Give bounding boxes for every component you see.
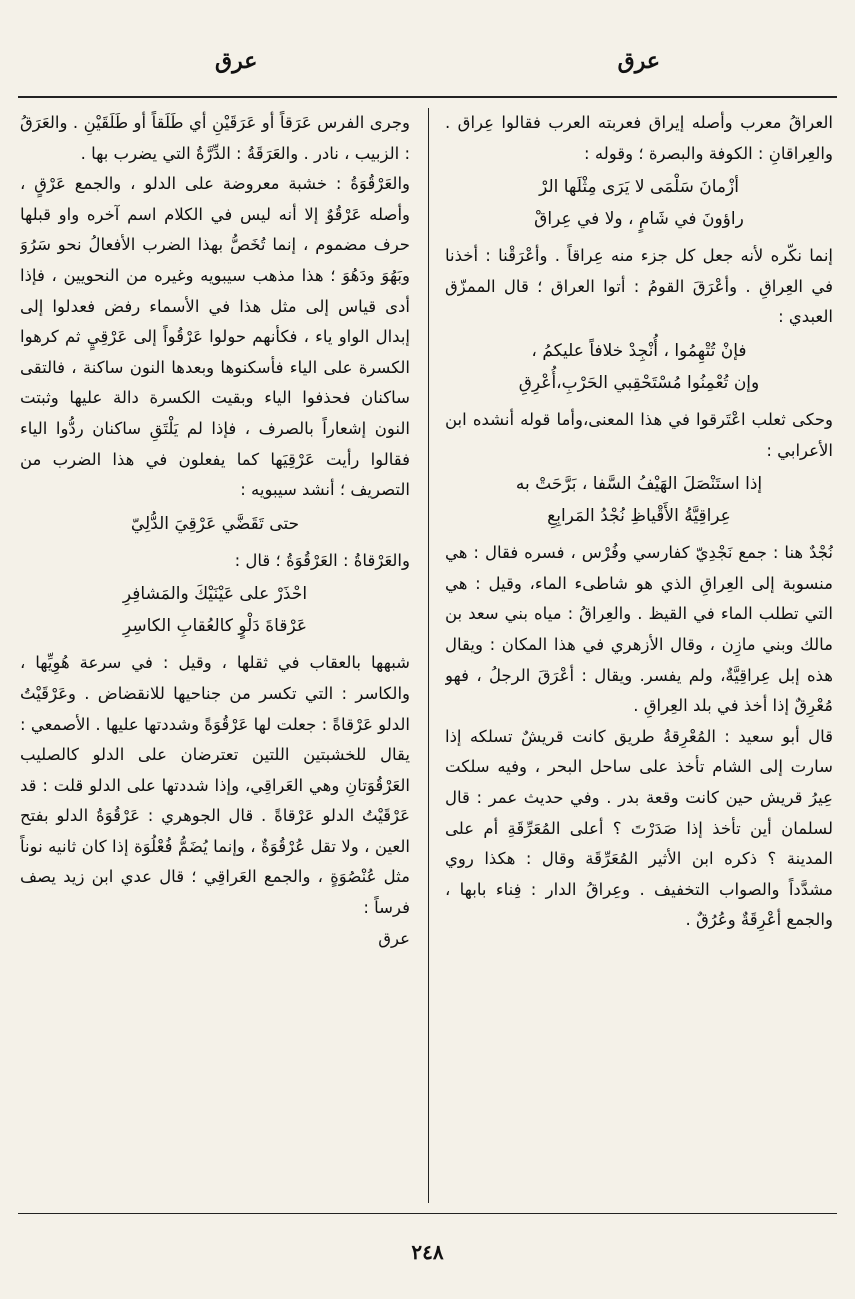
left-paragraph-3: والعَرْقاةُ : العَرْقُوَةُ ؛ قال : bbox=[234, 550, 410, 570]
column-divider bbox=[428, 108, 429, 1203]
left-paragraph-2: والعَرْقُوَةُ : خشبة معروضة على الدلو ، والجمع عَرْقٍ ، وأصله عَرْقُوٌ إلا أنه ليس في الكلام اسم آخره واو قبلها حرف مضموم ، إنما تُخَصُّ بهذا الضرب الأفعالُ نحو سَرُوَ وبَهُوَ ودَهُوَ ؛ هذا مذهب سيبويه وغيره من النحويين ، فإذا أدى قياس إلى مثل هذا في الأسماء رفض فعدلوا إلى إبدال الواو ياء ، فكأنهم حولوا عَرْقُواً إلى عَرْقِيٍ ثم كرهوا الكسرة على الياء فأسكنوها وبعدها النون ساكنة ، فالتقى ساكنان فحذفوا الياء وبقيت الكسرة دالة عليها وثبتت النون إشعاراً بالصرف ، فإذا لم يَلْتَقِ ساكنان ردُّوا الياء فقالوا رأيت عَرْقِيَها كما يفعلون في هذا الضرب من التصريف ؛ أنشد سيبويه : bbox=[20, 174, 410, 500]
verse-line: وإن تُعْمِنُوا مُسْتَحْقِبي الحَرْبِ،أُعْرِقِ bbox=[518, 372, 760, 393]
right-verse-3 bbox=[445, 468, 833, 532]
right-paragraph-2: إنما نكّره لأنه جعل كل جزء منه عِراقاً . وأعْرَقْنا : أخذنا في العِراقِ . وأعْرَقَ القومُ : أتوا العراق ؛ قال الممزّق العبدي : bbox=[445, 246, 833, 327]
bottom-rule bbox=[18, 1213, 837, 1214]
verse-line: احْذَرْ على عَيْنَيْكَ والمَشافِرِ bbox=[122, 584, 308, 605]
right-column bbox=[445, 108, 833, 1208]
right-verse-2 bbox=[445, 335, 833, 399]
right-verse-1 bbox=[445, 171, 833, 235]
left-verse-2 bbox=[20, 578, 410, 642]
verse-line: إذا استَنْصَلَ الهَيْفُ السَّفا ، بَرَّحَتْ به bbox=[515, 474, 763, 495]
verse-line: راؤونَ في شَامٍ ، ولا في عِراقْ bbox=[534, 209, 744, 230]
verse-line: عِراقِيَّةُ الأَقْياظِ نُجْدُ المَرابِعِ bbox=[547, 506, 731, 527]
left-paragraph-1: وجرى الفرس عَرَقاً أو عَرَقَيْنِ أي طَلَقاً أو طَلَقَيْنِ . والعَرَقُ : الزبيب ، نادر . والعَرَقَةُ : الدِّرَّةُ التي يضرب بها . bbox=[20, 113, 410, 163]
left-column bbox=[20, 108, 410, 1208]
page-number: ٢٤٨ bbox=[411, 1240, 444, 1264]
right-paragraph-3: وحكى ثعلب اعْتَرقوا في هذا المعنى،وأما قوله أنشده ابن الأعرابي : bbox=[445, 409, 833, 460]
verse-line: عَرْقاةَ دَلْوٍ كالعُقابِ الكاسِرِ bbox=[122, 616, 307, 637]
left-verse-1 bbox=[20, 508, 410, 540]
left-paragraph-5: عرق bbox=[378, 928, 410, 948]
right-paragraph-1: العراقُ معرب وأصله إيراق فعربته العرب فقالوا عِراق . والعِراقانِ : الكوفة والبصرة ؛ وقوله : bbox=[445, 113, 833, 163]
header-entry-word-left: عرق bbox=[215, 48, 258, 74]
verse-line: فإنْ تُتْهِمُوا ، أُنْجِدْ خلافاً عليكمُ ، bbox=[531, 340, 747, 361]
top-rule bbox=[18, 96, 837, 98]
right-paragraph-4: نُجْدٌ هنا : جمع نَجْدِيّ كفارسي وفُرْس ، فسره فقال : هي منسوبة إلى العِراقِ الذي هو شاطىء الماء، وقيل : هي التي تطلب الماء في القيظ . والعِراقُ : مياه بني سعد بن مالك وبني مازِن ، وقال الأزهري في هذا المكان : ويقال هذه إبل عِراقِيَّةٌ، ولم يفسر. ويقال : أعْرَقَ الرجلُ ، فهو مُعْرِقٌ إذا أخذ في بلد العِراقِ . bbox=[445, 543, 833, 716]
left-paragraph-4: شبهها بالعقاب في ثقلها ، وقيل : في سرعة هُوِيِّها ، والكاسر : التي تكسر من جناحيها للانقضاض . وعَرْقَيْتُ الدلو عَرْقاةً : جعلت لها عَرْقُوَةً وشددتها عليها . الأصمعي : يقال للخشبتين اللتين تعترضان على الدلو كالصليب العَرْقُوَتانِ وهي العَراقِي، وإذا شددتها على الدلو قلت : قد عَرْقَيْتُ الدلو عَرْقاةً . قال الجوهري : عَرْقُوَةُ الدلو بفتح العين ، ولا تقل عُرْقُوَةٌ ، وإنما يُضَمُّ فُعْلُوَة إذا كان ثانيه نوناً مثل عُنْصُوَةٍ ، والجمع العَراقِي ؛ قال عدي ابن زيد يصف فرساً : bbox=[20, 653, 410, 918]
verse-line: أزْمانَ سَلْمَى لا يَرَى مِثْلَها الرْ bbox=[539, 177, 739, 198]
right-paragraph-5: قال أبو سعيد : المُعْرِقةُ طريق كانت قريشٌ تسلكه إذا سارت إلى الشام تأخذ على ساحل البحر ، وفيه سلكت عِيرُ قريش حين كانت وقعة بدر . وفي حديث عمر : قال لسلمان أين تأخذ إذا صَدَرْتَ ؟ أعلى المُعَرِّقَةِ أم على المدينة ؟ ذكره ابن الأثير المُعَرِّقَة وقال : هكذا روي مشدَّداً والصواب التخفيف . وعِراقُ الدار : فِناء بابها ، والجمع أعْرِقَةٌ وعُرُقٌ . bbox=[445, 726, 833, 930]
header-entry-word-right: عرق bbox=[617, 48, 660, 74]
verse-line: حتى تَقَضَّي عَرْقِيَ الدُّلِيّ bbox=[130, 513, 300, 534]
